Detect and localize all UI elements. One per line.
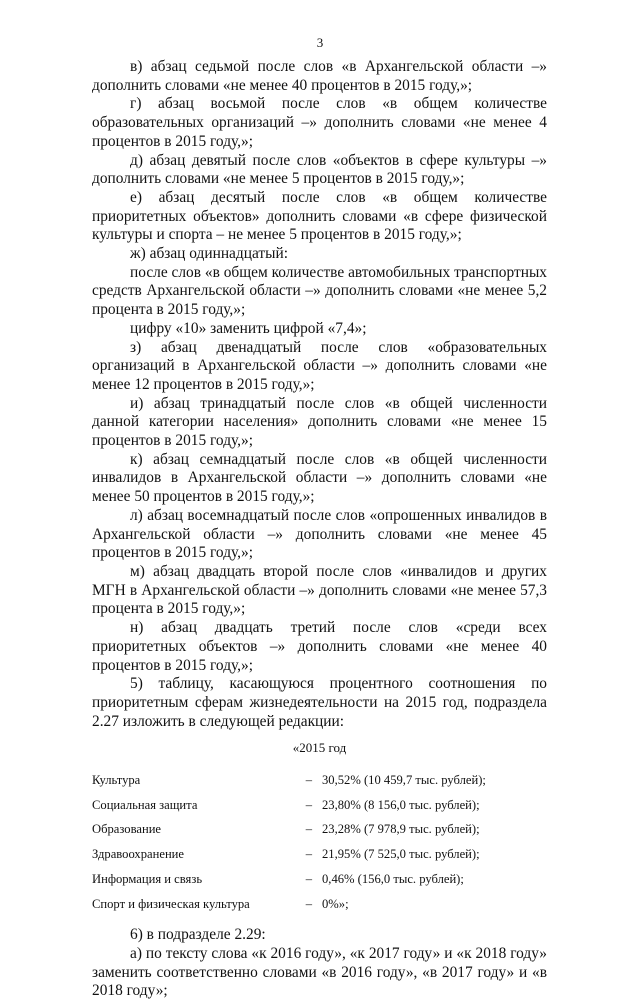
- paragraph-zh-1: после слов «в общем количестве автомобильных транспортных средств Архангельской области –» дополнить словами «не менее 5,2 процента в 2015 году,»;: [92, 263, 547, 319]
- paragraph-d: д) абзац девятый после слов «объектов в сфере культуры –» дополнить словами «не менее 5 процентов в 2015 году,»;: [92, 151, 547, 188]
- paragraph-k: к) абзац семнадцатый после слов «в общей численности инвалидов в Архангельской области –» дополнить словами «не менее 50 процентов в 2015 году,»;: [92, 450, 547, 506]
- dash: –: [305, 847, 312, 862]
- sphere-name: Спорт и физическая культура: [92, 896, 250, 911]
- sphere-value: 23,28% (7 978,9 тыс. рублей);: [322, 822, 480, 837]
- table-row: [92, 793, 547, 818]
- paragraph-g: г) абзац восьмой после слов «в общем количестве образовательных организаций –» дополнить словами «не менее 4 процентов в 2015 году,»;: [92, 95, 547, 150]
- paragraph-5: 5) таблицу, касающуюся процентного соотношения по приоритетным сферам жизнедеятельности на 2015 год, подраздела 2.27 изложить в следующей редакции:: [92, 675, 547, 730]
- paragraph-zh-2: цифру «10» заменить цифрой «7,4»;: [130, 319, 367, 337]
- dash: –: [305, 797, 312, 812]
- sphere-value: 0,46% (156,0 тыс. рублей);: [322, 871, 464, 886]
- table-row: [92, 892, 547, 917]
- paragraph-i: и) абзац тринадцатый после слов «в общей численности данной категории населения» дополнить словами «не менее 15 процентов в 2015 году,»;: [92, 394, 547, 450]
- sphere-value: 21,95% (7 525,0 тыс. рублей);: [322, 847, 480, 862]
- dash: –: [305, 896, 312, 911]
- paragraph-m: м) абзац двадцать второй после слов «инвалидов и других МГН в Архангельской области –» дополнить словами «не менее 57,3 процента в 2015 году,»;: [92, 562, 547, 618]
- paragraph-zh: ж) абзац одиннадцатый:: [130, 245, 288, 263]
- table-row: [92, 842, 547, 867]
- document-body: [92, 58, 547, 1001]
- paragraph-v: в) абзац седьмой после слов «в Архангельской области –» дополнить словами «не менее 40 процентов в 2015 году,»;: [92, 58, 547, 94]
- page-number: 3: [316, 35, 324, 50]
- table-heading: «2015 год: [292, 740, 347, 756]
- paragraph-e: е) абзац десятый после слов «в общем количестве приоритетных объектов» дополнить словами «в сфере физической культуры и спорта – не менее 5 процентов в 2015 году,»;: [92, 188, 547, 244]
- share-table: [92, 768, 547, 916]
- paragraph-6a: а) по тексту слова «к 2016 году», «к 2017 году» и «к 2018 году» заменить соответственно словами «в 2016 году», «в 2017 году» и «в 2018 году»;: [92, 944, 547, 1000]
- table-row: [92, 867, 547, 892]
- sphere-name: Образование: [92, 822, 162, 837]
- sphere-name: Культура: [92, 773, 141, 788]
- sphere-name: Здравоохранение: [92, 847, 185, 862]
- paragraph-n: н) абзац двадцать третий после слов «среди всех приоритетных объектов –» дополнить словами «не менее 40 процентов в 2015 году,»;: [92, 619, 547, 674]
- sphere-name: Социальная защита: [92, 797, 198, 812]
- table-row: [92, 817, 547, 842]
- sphere-value: 30,52% (10 459,7 тыс. рублей);: [322, 773, 486, 788]
- table-row: [92, 768, 547, 793]
- paragraph-z: з) абзац двенадцатый после слов «образовательных организаций в Архангельской области –» дополнить словами «не менее 12 процентов в 2015 году,»;: [92, 338, 547, 393]
- sphere-value: 0%»;: [322, 896, 349, 911]
- dash: –: [305, 773, 312, 788]
- sphere-value: 23,80% (8 156,0 тыс. рублей);: [322, 797, 480, 812]
- paragraph-l: л) абзац восемнадцатый после слов «опрошенных инвалидов в Архангельской области –» дополнить словами «не менее 45 процентов в 2015 году,»;: [92, 506, 547, 562]
- dash: –: [305, 822, 312, 837]
- paragraph-6: 6) в подразделе 2.29:: [130, 926, 266, 944]
- dash: –: [305, 871, 312, 886]
- sphere-name: Информация и связь: [92, 871, 203, 886]
